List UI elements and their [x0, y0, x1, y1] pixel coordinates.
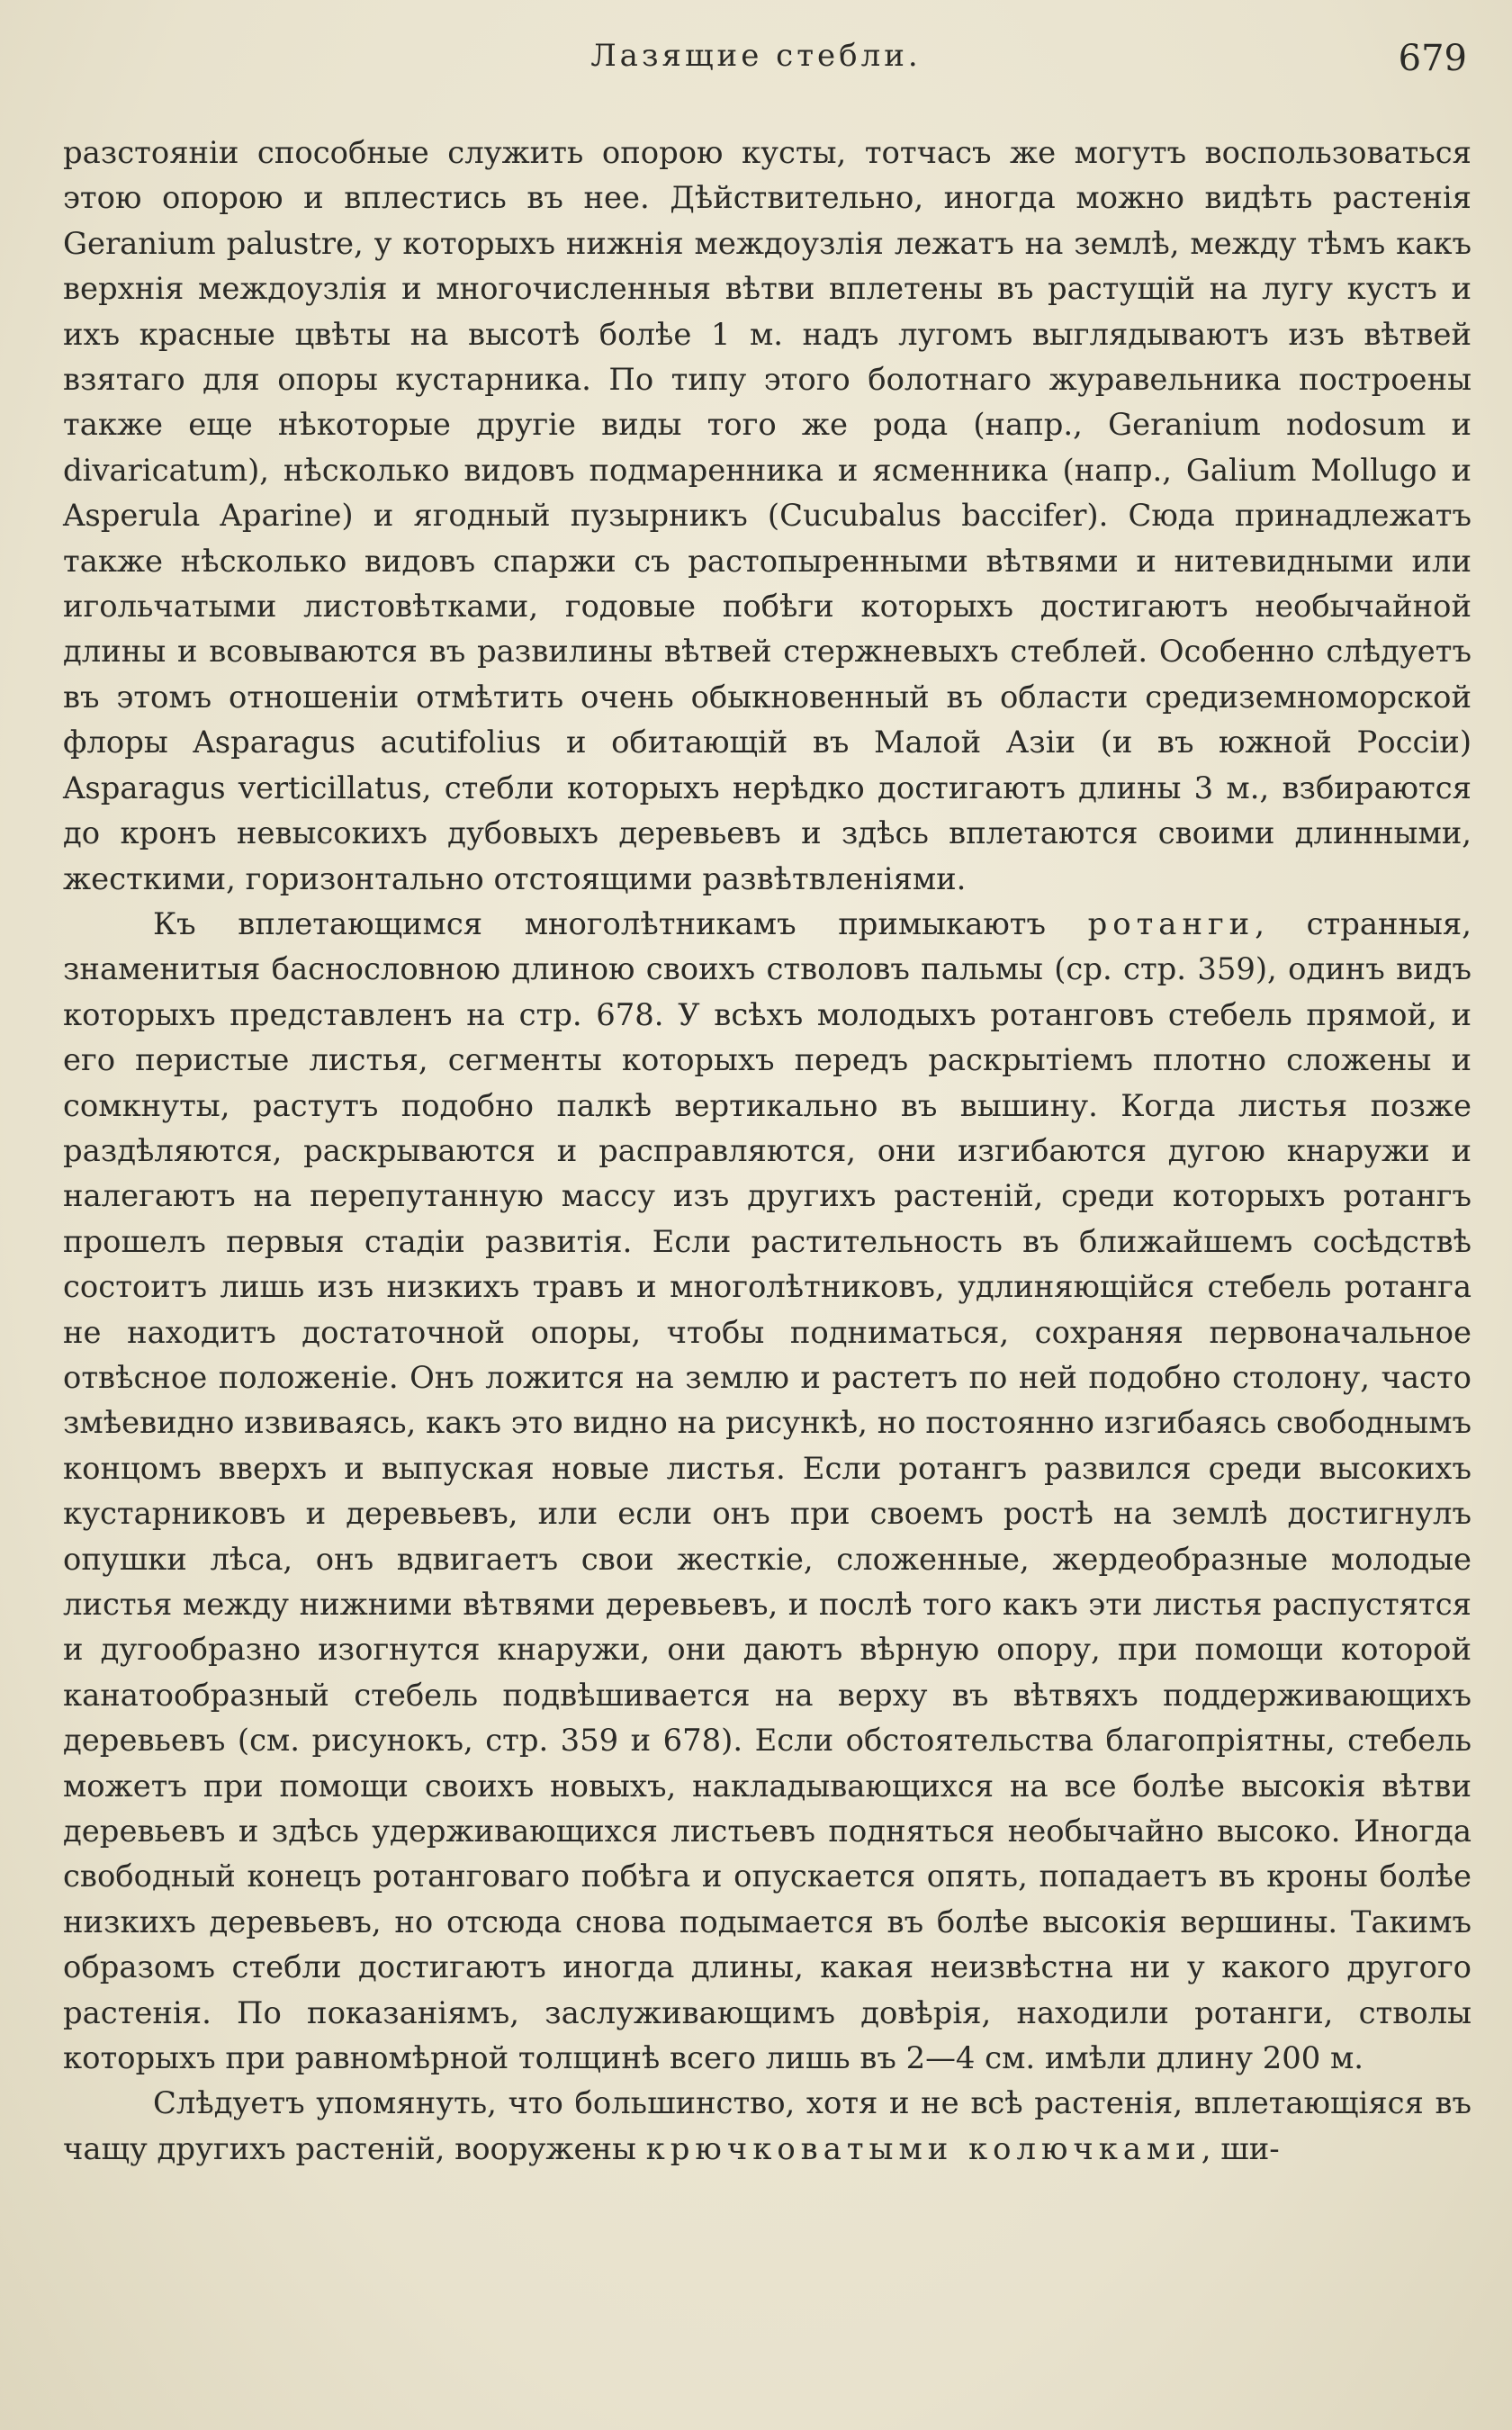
- running-head: [0, 38, 1512, 81]
- spaced-term-kolyuchki: крючковатыми колючками: [645, 2130, 1202, 2166]
- text-segment: Слѣдуетъ упомянуть, что большинство, хотя и не всѣ растенія, вплетающіяся въ чащу другихъ растеній, вооружены: [63, 2085, 1472, 2166]
- body-text: [63, 130, 1472, 2172]
- page-number: 679: [1398, 38, 1467, 79]
- spaced-term-rotangi: ротанги: [1087, 905, 1256, 941]
- text-segment: , ши-: [1201, 2130, 1280, 2166]
- text-segment: Къ вплетающимся многолѣтникамъ примыкаютъ: [153, 905, 1088, 941]
- text-segment: разстояніи способные служить опорою кусты, тотчасъ же могутъ воспользоваться этою опорою и вплестись въ нее. Дѣйствительно, иногда можно видѣть растенія Geranium palustre, у которыхъ нижнія междоузлія лежатъ на землѣ, между тѣмъ какъ верхнія междоузлія и многочисленныя вѣтви вплетены въ растущій на лугу кустъ и ихъ красные цвѣты на высотѣ болѣе 1 м. надъ лугомъ выглядываютъ изъ вѣтвей взятаго для опоры кустарника. По типу этого болотнаго журавельника построены также еще нѣкоторые другіе виды того же рода (напр., Geranium nodosum и divaricatum), нѣсколько видовъ подмаренника и ясменника (напр., Galium Mollugo и Asperula Aparine) и ягодный пузырникъ (Cucubalus baccifer). Сюда принадлежатъ также нѣсколько видовъ спаржи съ растопыренными вѣтвями и нитевидными или игольчатыми листовѣтками, годовые побѣги которыхъ достигаютъ необычайной длины и всовываются въ развилины вѣтвей стержневыхъ стеблей. Особенно слѣдуетъ въ этомъ отношеніи отмѣтить очень обыкновенный въ области средиземноморской флоры Asparagus acutifolius и обитающій въ Малой Азіи (и въ южной Россіи) Asparagus verticillatus, стебли которыхъ нерѣдко достигаютъ длины 3 м., взбираются до кронъ невысокихъ дубовыхъ деревьевъ и здѣсь вплетаются своими длинными, жесткими, горизонтально отстоящими развѣтвленіями.: [63, 135, 1472, 896]
- paragraph-1: [63, 130, 1472, 902]
- paragraph-2: [63, 902, 1472, 2082]
- text-segment: , странныя, знаменитыя баснословною длиною своихъ стволовъ пальмы (ср. стр. 359), одинъ видъ которыхъ представленъ на стр. 678. У всѣхъ молодыхъ ротанговъ стебель прямой, и его перистые листья, сегменты которыхъ передъ раскрытіемъ плотно сложены и сомкнуты, растутъ подобно палкѣ вертикально въ вышину. Когда листья позже раздѣляются, раскрываются и расправляются, они изгибаются дугою кнаружи и налегаютъ на перепутанную массу изъ другихъ растеній, среди которыхъ ротангъ прошелъ первыя стадіи развитія. Если растительность въ ближайшемъ сосѣдствѣ состоитъ лишь изъ низкихъ травъ и многолѣтниковъ, удлиняющійся стебель ротанга не находитъ достаточной опоры, чтобы подниматься, сохраняя первоначальное отвѣсное положеніе. Онъ ложится на землю и растетъ по ней подобно столону, часто змѣевидно извиваясь, какъ это видно на рисункѣ, но постоянно изгибаясь свободнымъ концомъ вверхъ и выпуская новые листья. Если ротангъ развился среди высокихъ кустарниковъ и деревьевъ, или если онъ при своемъ ростѣ на землѣ достигнулъ опушки лѣса, онъ вдвигаетъ свои жесткіе, сложенные, жердеобразные молодые листья между нижними вѣтвями деревьевъ, и послѣ того какъ эти листья распустятся и дугообразно изогнутся кнаружи, они даютъ вѣрную опору, при помощи которой канатообразный стебель подвѣшивается на верху въ вѣтвяхъ поддерживающихъ деревьевъ (см. рисунокъ, стр. 359 и 678). Если обстоятельства благопріятны, стебель можетъ при помощи своихъ новыхъ, накладывающихся на все болѣе высокія вѣтви деревьевъ и здѣсь удерживающихся листьевъ подняться необычайно высоко. Иногда свободный конецъ ротанговаго побѣга и опускается опять, попадаетъ въ кроны болѣе низкихъ деревьевъ, но отсюда снова подымается въ болѣе высокія вершины. Такимъ образомъ стебли достигаютъ иногда длины, какая неизвѣстна ни у какого другого растенія. По показаніямъ, заслуживающимъ довѣрія, находили ротанги, стволы которыхъ при равномѣрной толщинѣ всего лишь въ 2—4 см. имѣли длину 200 м.: [63, 905, 1472, 2076]
- paragraph-3: [63, 2081, 1472, 2172]
- running-title: Лазящие стебли.: [590, 38, 922, 74]
